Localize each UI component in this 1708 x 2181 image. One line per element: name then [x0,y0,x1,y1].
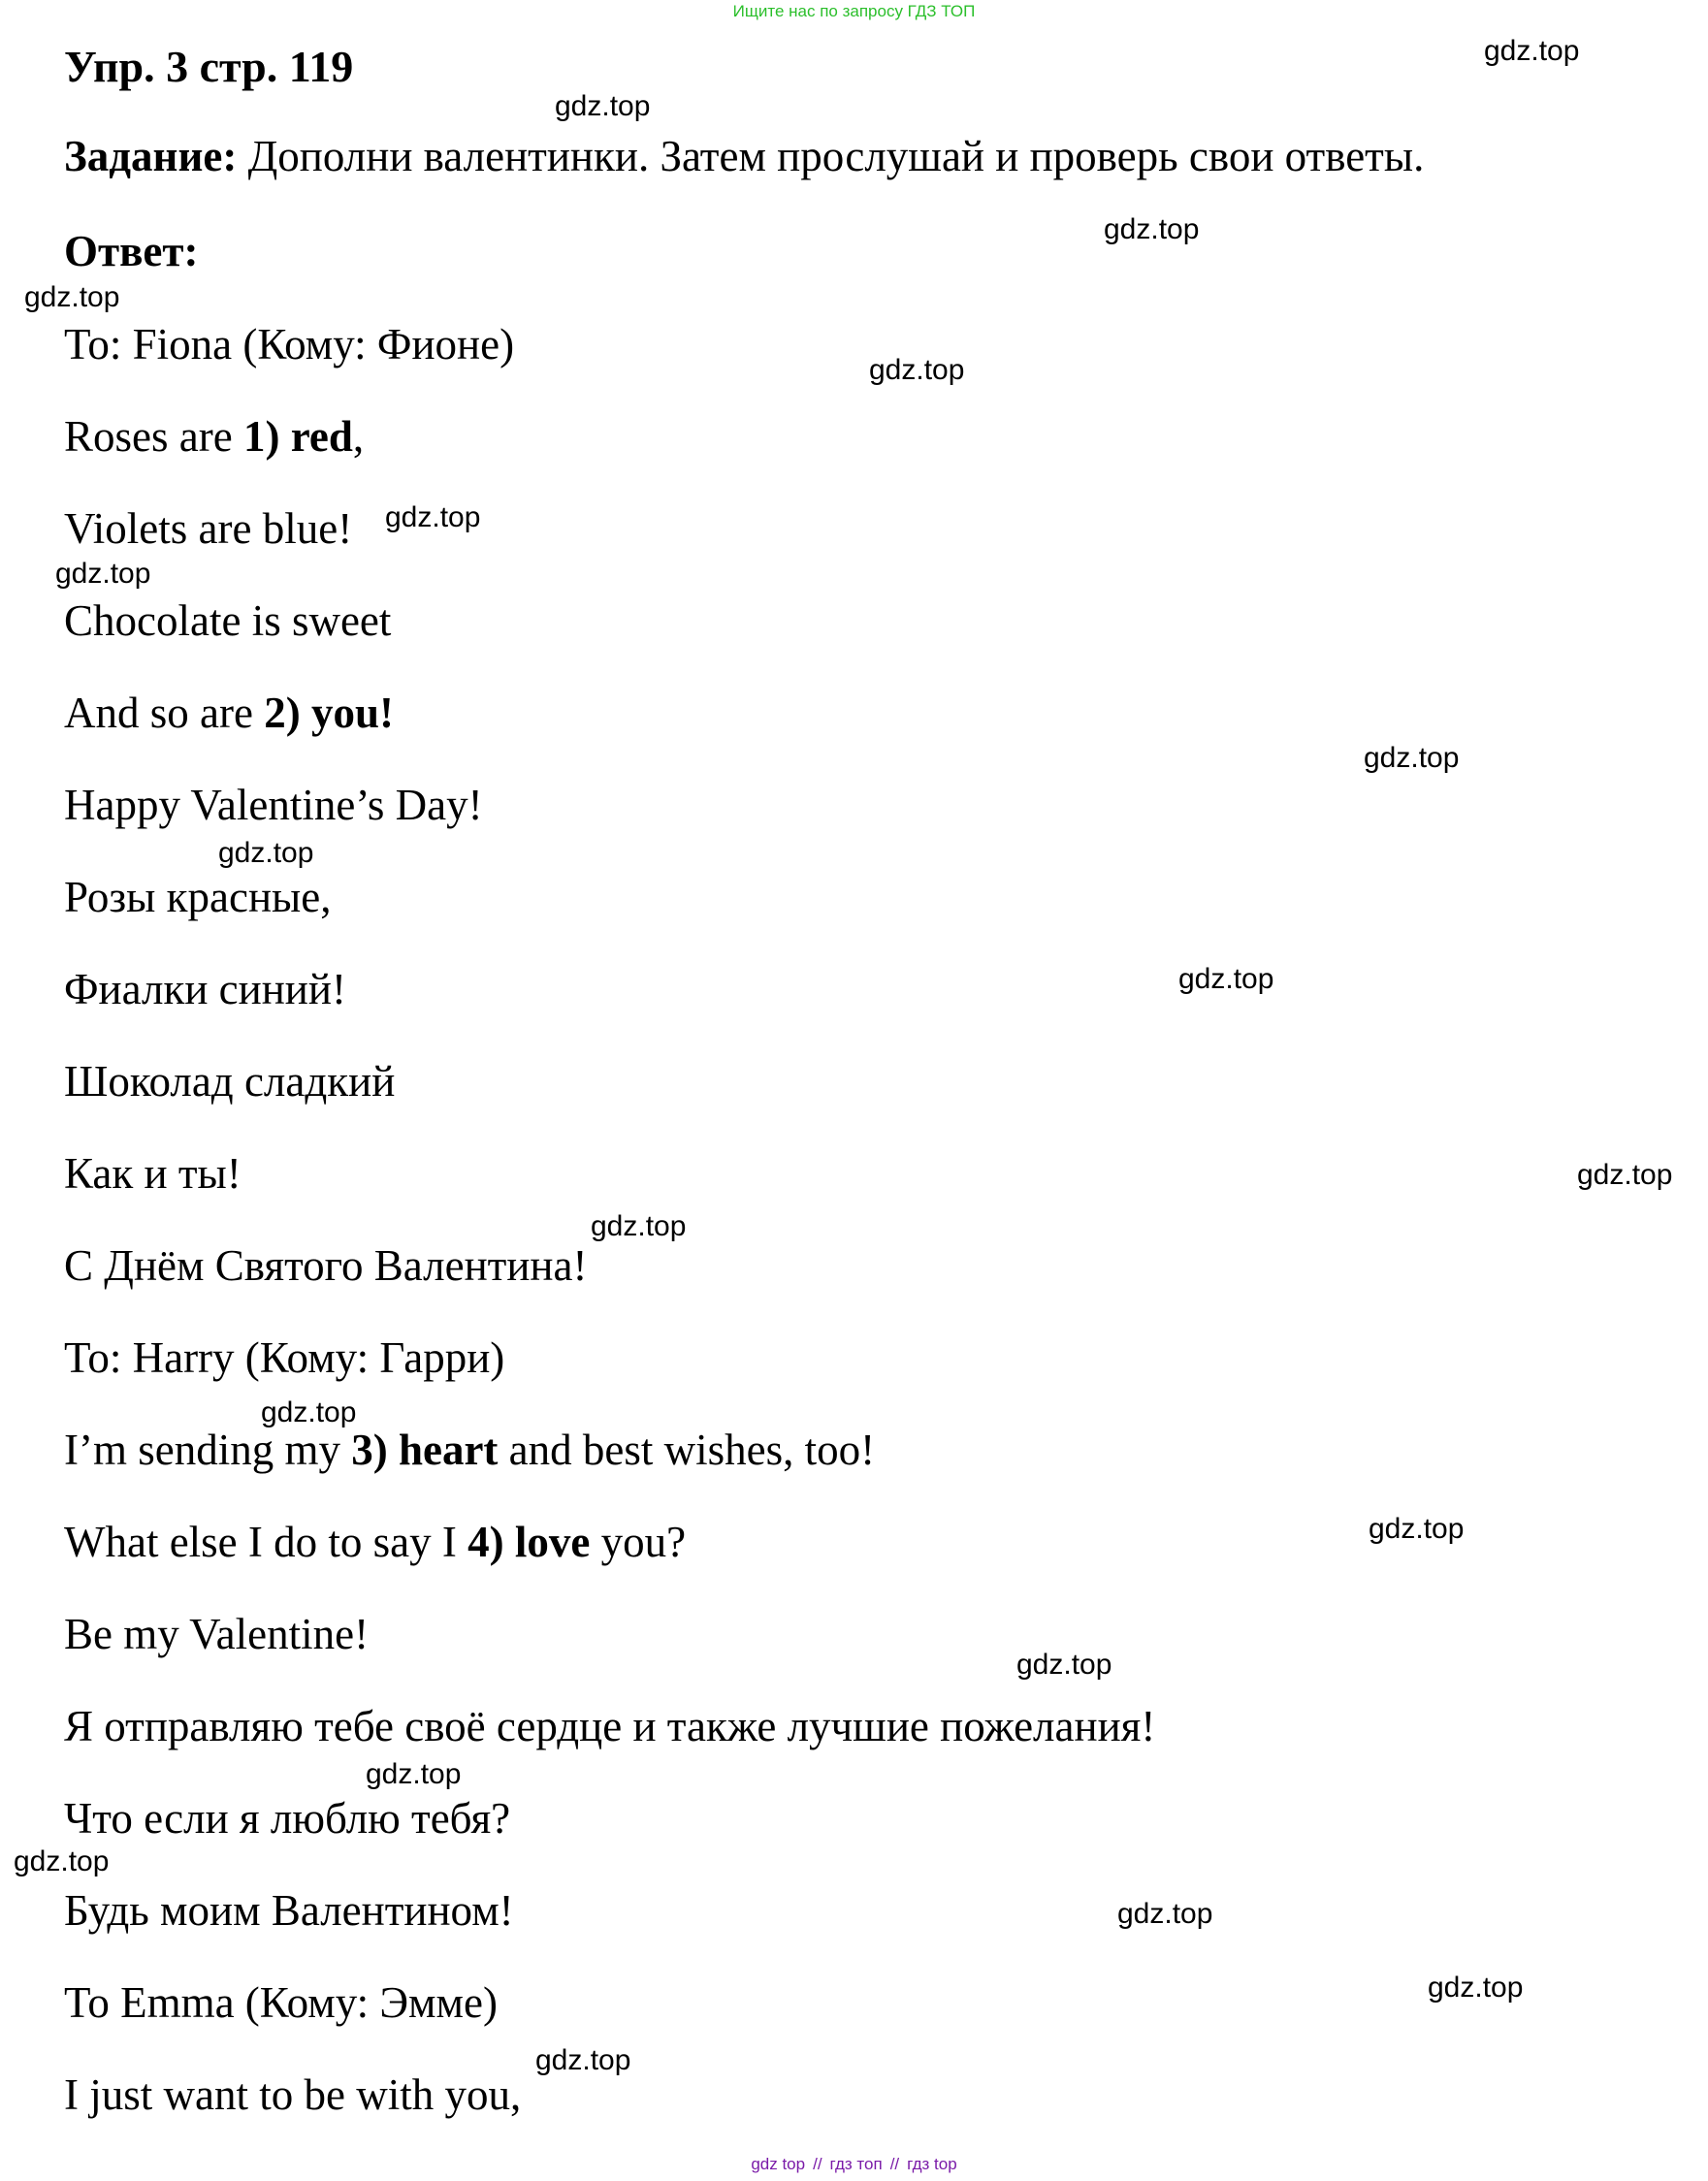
answer-line: Happy Valentine’s Day! [64,781,483,829]
watermark: gdz.top [261,1396,357,1428]
watermark: gdz.top [24,281,120,313]
task-label: Задание: [64,132,238,180]
page-title: Упр. 3 стр. 119 [64,42,354,91]
answer-line: Будь моим Валентином! [64,1886,514,1935]
answer-line [64,412,364,463]
watermark: gdz.top [385,501,481,533]
watermark: gdz.top [1178,963,1274,995]
footer-link[interactable]: gdz top [751,2155,806,2173]
answer-line: Как и ты! [64,1149,242,1198]
footer-link[interactable]: гдз топ [829,2155,883,2173]
answer-line: Что если я люблю тебя? [64,1794,511,1843]
footer-link[interactable]: гдз top [907,2155,957,2173]
line-text: And so are [64,689,265,737]
answer-line: Розы красные, [64,873,332,921]
answer-line: Шоколад сладкий [64,1057,396,1106]
footer-links [0,2155,1708,2174]
watermark: gdz.top [1364,742,1460,774]
answer-you: 2) you! [264,689,394,737]
watermark: gdz.top [1016,1649,1112,1681]
answer-line: I just want to be with you, [64,2070,522,2119]
answer-heart: 3) heart [351,1426,499,1474]
top-banner[interactable]: Ищите нас по запросу ГДЗ ТОП [732,2,976,20]
answer-line: Фиалки синий! [64,965,346,1013]
watermark: gdz.top [366,1758,462,1790]
watermark: gdz.top [1369,1513,1465,1545]
watermark: gdz.top [591,1210,687,1242]
line-text: you? [590,1518,687,1566]
answer-love: 4) love [467,1518,591,1566]
watermark: gdz.top [14,1845,110,1877]
watermark: gdz.top [218,837,314,869]
answer-line: To: Harry (Кому: Гарри) [64,1333,505,1382]
answer-line: Chocolate is sweet [64,596,392,645]
watermark: gdz.top [1484,35,1580,67]
watermark: gdz.top [1428,1972,1524,2004]
answer-line: Violets are blue! [64,504,353,553]
line-text: and best wishes, too! [498,1426,876,1474]
footer-separator: // [889,2155,900,2173]
answer-line: To Emma (Кому: Эмме) [64,1978,498,2027]
line-text: I’m sending my [64,1426,352,1474]
answer-label: Ответ: [64,227,199,275]
task-statement [64,131,1424,181]
answer-red: 1) red [242,412,353,461]
answer-line: С Днём Святого Валентина! [64,1241,588,1290]
watermark: gdz.top [1117,1898,1213,1930]
answer-line: Я отправляю тебе своё сердце и также лучшие пожелания! [64,1702,1156,1750]
answer-line: To: Fiona (Кому: Фионе) [64,320,515,369]
line-text: Roses are [64,412,243,461]
watermark: gdz.top [55,558,151,590]
answer-line [64,689,394,739]
answer-line [64,1426,875,1476]
line-text: , [352,412,365,461]
answer-line: Be my Valentine! [64,1610,370,1658]
watermark: gdz.top [535,2044,631,2076]
line-text: What else I do to say I [64,1518,468,1566]
task-text: Дополни валентинки. Затем прослушай и проверь свои ответы. [237,132,1425,180]
footer-separator: // [813,2155,822,2173]
watermark: gdz.top [869,354,965,386]
watermark: gdz.top [1104,213,1200,245]
answer-line [64,1518,686,1568]
watermark: gdz.top [1577,1159,1673,1191]
watermark: gdz.top [555,90,651,122]
